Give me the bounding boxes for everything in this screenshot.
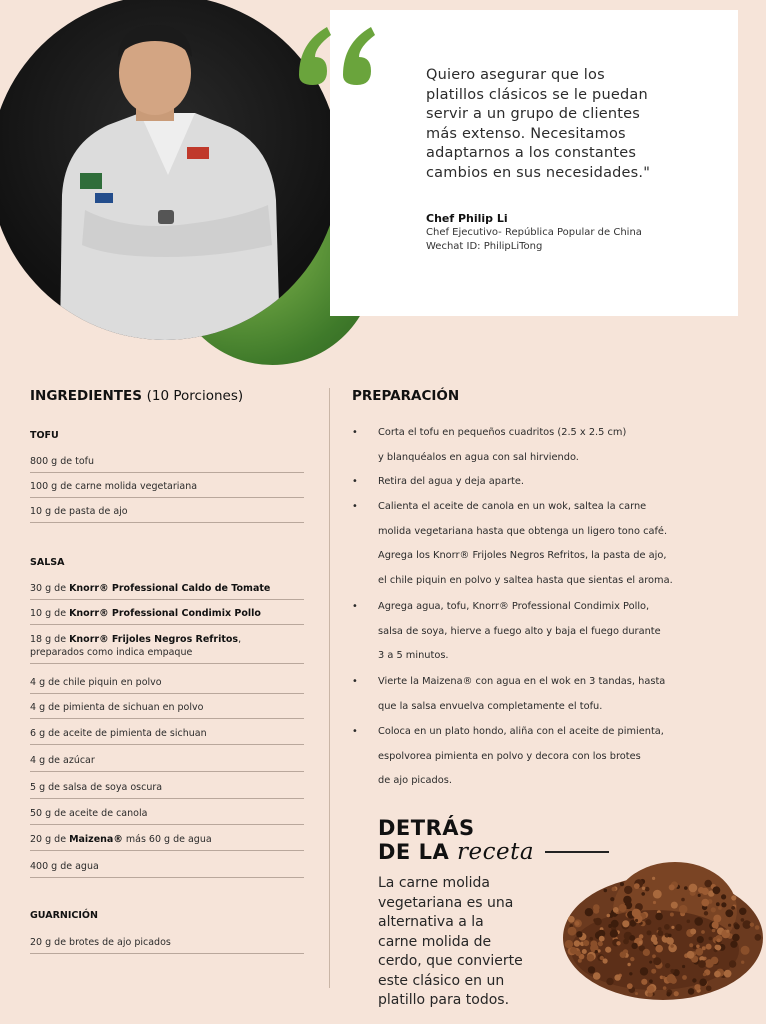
ingredient-row: 10 g de pasta de ajo (30, 505, 304, 523)
quote-line: Quiero asegurar que los (426, 67, 605, 83)
ingredient-row: 4 g de azúcar (30, 754, 304, 772)
quote-line: más extenso. Necesitamos (426, 125, 626, 142)
bullet: • (352, 601, 358, 612)
prep-step: • Corta el tofu en pequeños cuadritos (2.5 x 2.5 cm) y blanquéalos en agua con sal hirviendo. (352, 421, 744, 470)
ingredient-row: 20 g de Maizena® más 60 g de agua (30, 833, 304, 851)
bullet: • (352, 726, 358, 737)
section-title-guarnicion: GUARNICIÓN (30, 910, 98, 921)
bullet: • (352, 427, 358, 438)
ingredient-row: 800 g de tofu (30, 455, 304, 473)
quote-line: cambios en sus necesidades." (426, 164, 651, 181)
ingredient-row: 5 g de salsa de soya oscura (30, 781, 304, 799)
ingredient-row: 20 g de brotes de ajo picados (30, 936, 304, 954)
bullet: • (352, 476, 358, 487)
portions-label: (10 Porciones) (146, 388, 244, 404)
prep-step: • Calienta el aceite de canola en un wok, saltea la carne molida vegetariana hasta que obtenga un ligero tono café. Agrega los Knorr® Frijoles Negros Refritos, la pasta de ajo, el chile piquin en polvo y saltea hasta que sientas el aroma. (352, 495, 744, 593)
bullet: • (352, 676, 358, 687)
ingredient-row: 18 g de Knorr® Frijoles Negros Refritos, preparados como indica empaque (30, 633, 304, 664)
behind-recipe-text: La carne molida vegetariana es una alternativa a la carne molida de cerdo, que convierte este clásico en un platillo para todos. (378, 875, 523, 1008)
section-title-tofu: TOFU (30, 430, 59, 441)
chef-quote (426, 66, 716, 183)
chef-wechat: Wechat ID: PhilipLiTong (426, 241, 543, 252)
behind-title-line1: DETRÁS (378, 816, 475, 840)
ingredient-row: 30 g de Knorr® Professional Caldo de Tomate (30, 582, 304, 600)
prep-step: • Coloca en un plato hondo, aliña con el aceite de pimienta, espolvorea pimienta en polvo y decora con los brotes de ajo picados. (352, 720, 744, 794)
ingredient-row: 6 g de aceite de pimienta de sichuan (30, 727, 304, 745)
quote-marks-icon (295, 15, 385, 90)
prep-step: • Agrega agua, tofu, Knorr® Professional Condimix Pollo, salsa de soya, hierve a fuego alto y baja el fuego durante 3 a 5 minutos. (352, 595, 744, 669)
ingredient-row: 50 g de aceite de canola (30, 807, 304, 825)
quote-line: servir a un grupo de clientes (426, 106, 640, 122)
ingredient-row: 4 g de pimienta de sichuan en polvo (30, 701, 304, 719)
behind-title-line2: DE LA receta (378, 839, 535, 865)
quote-line: platillos clásicos se le puedan (426, 86, 648, 103)
preparation-heading: PREPARACIÓN (352, 388, 460, 404)
chef-title: Chef Ejecutivo- República Popular de China (426, 227, 642, 238)
bullet: • (352, 501, 358, 512)
ingredient-row: 100 g de carne molida vegetariana (30, 480, 304, 498)
ingredient-row: 4 g de chile piquin en polvo (30, 676, 304, 694)
quote-line: adaptarnos a los constantes (426, 145, 637, 161)
prep-step: • Vierte la Maizena® con agua en el wok en 3 tandas, hasta que la salsa envuelva completamente el tofu. (352, 670, 744, 719)
behind-title-script: receta (457, 839, 535, 865)
ingredient-row: 10 g de Knorr® Professional Condimix Pollo (30, 607, 304, 625)
chef-name: Chef Philip Li (426, 212, 508, 225)
behind-recipe-title (378, 816, 534, 864)
ingredients-heading (30, 388, 243, 404)
chef-portrait-image (0, 0, 340, 340)
section-title-salsa: SALSA (30, 557, 65, 568)
ground-meat-image (555, 840, 765, 1020)
ingredient-row: 400 g de agua (30, 860, 304, 878)
prep-step: • Retira del agua y deja aparte. (352, 470, 744, 495)
column-divider (329, 388, 330, 988)
ingredients-title: INGREDIENTES (30, 388, 142, 404)
